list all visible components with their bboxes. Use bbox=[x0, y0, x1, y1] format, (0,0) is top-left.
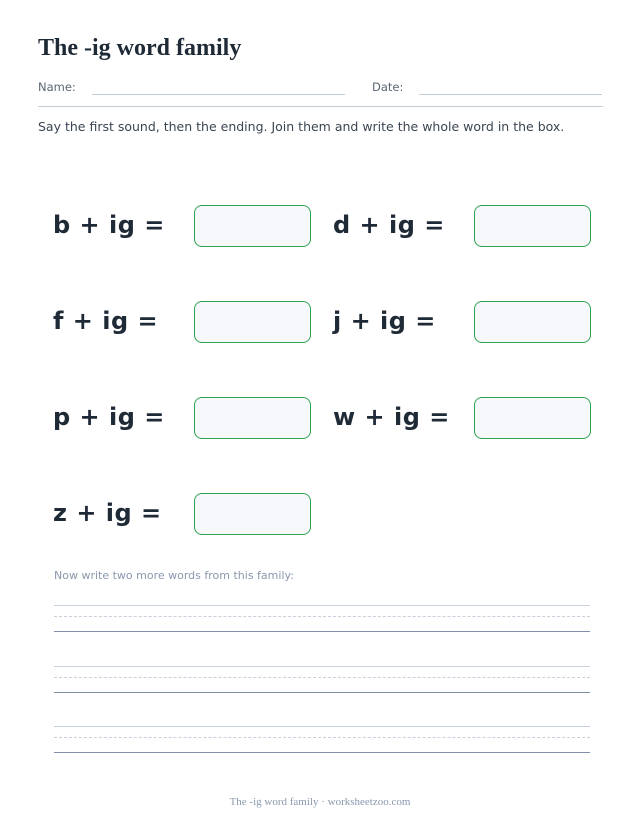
equation-text: w + ig = bbox=[333, 403, 450, 431]
answer-box[interactable] bbox=[474, 397, 591, 439]
page-title: The -ig word family bbox=[38, 35, 242, 61]
equation-text: z + ig = bbox=[53, 499, 162, 527]
equation-text: d + ig = bbox=[333, 211, 445, 239]
date-label: Date: bbox=[372, 80, 404, 94]
equation-item bbox=[53, 205, 333, 249]
writing-line-top bbox=[54, 726, 590, 727]
footer-credit: The -ig word family · worksheetzoo.com bbox=[229, 796, 411, 808]
writing-line[interactable] bbox=[54, 666, 590, 716]
instructions: Say the first sound, then the ending. Join them and write the whole word in the box. bbox=[38, 119, 565, 134]
equation-item bbox=[53, 493, 333, 537]
equation-text: j + ig = bbox=[333, 307, 436, 335]
equation-item bbox=[53, 301, 333, 345]
writing-line-midline bbox=[54, 737, 590, 738]
equation-text: p + ig = bbox=[53, 403, 165, 431]
writing-line-top bbox=[54, 666, 590, 667]
name-field[interactable] bbox=[92, 94, 345, 95]
equation-text: f + ig = bbox=[53, 307, 159, 335]
header-divider bbox=[38, 106, 603, 107]
answer-box[interactable] bbox=[474, 205, 591, 247]
writing-line-midline bbox=[54, 616, 590, 617]
writing-line[interactable] bbox=[54, 726, 590, 776]
equation-text: b + ig = bbox=[53, 211, 165, 239]
writing-line-baseline bbox=[54, 752, 590, 753]
answer-box[interactable] bbox=[194, 205, 311, 247]
writing-line[interactable] bbox=[54, 605, 590, 655]
equation-item bbox=[333, 397, 613, 441]
name-label: Name: bbox=[38, 80, 76, 94]
answer-box[interactable] bbox=[194, 397, 311, 439]
writing-line-top bbox=[54, 605, 590, 606]
date-field[interactable] bbox=[419, 94, 602, 95]
equation-item bbox=[53, 397, 333, 441]
writing-line-midline bbox=[54, 677, 590, 678]
equation-item bbox=[333, 301, 613, 345]
answer-box[interactable] bbox=[474, 301, 591, 343]
writing-line-baseline bbox=[54, 692, 590, 693]
extra-words-prompt: Now write two more words from this family: bbox=[54, 569, 294, 582]
answer-box[interactable] bbox=[194, 301, 311, 343]
writing-line-baseline bbox=[54, 631, 590, 632]
equation-item bbox=[333, 205, 613, 249]
answer-box[interactable] bbox=[194, 493, 311, 535]
